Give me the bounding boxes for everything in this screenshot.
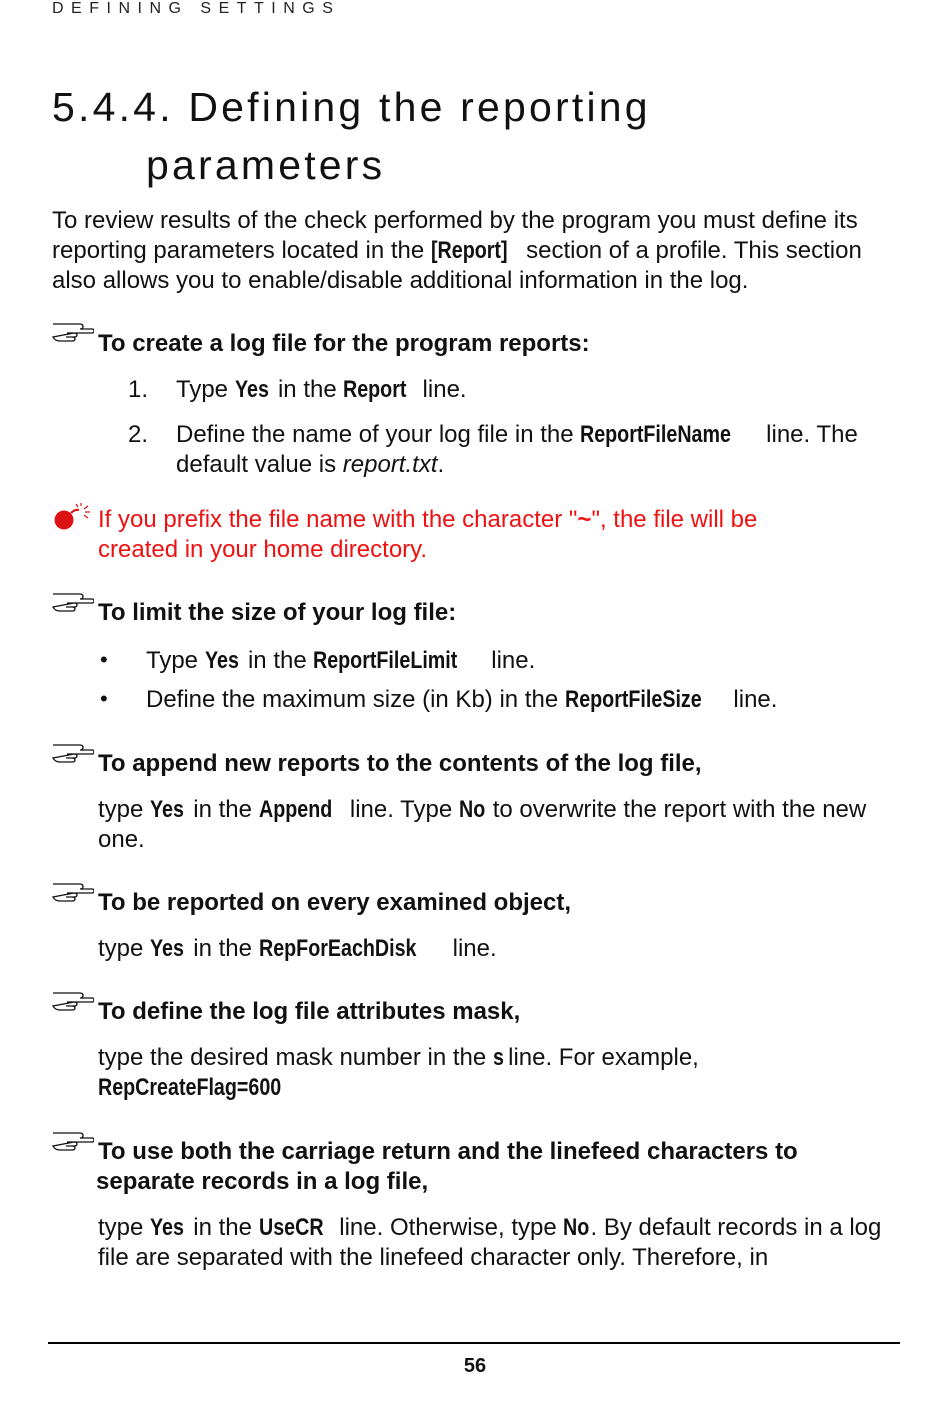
bullet-2-text: Define the maximum size (in Kb) in the ReportFileSize line. bbox=[146, 686, 778, 713]
keyword-yes: Yes bbox=[234, 376, 269, 403]
procedure-heading-every-object: To be reported on every examined object, bbox=[98, 889, 572, 916]
pointing-hand-icon bbox=[52, 741, 94, 763]
intro-text-1: To review results of the check performed by the program you must define its reporting parameters located in the bbox=[52, 207, 858, 264]
section-title-line1: Defining the reporting bbox=[188, 84, 651, 130]
default-filename: report.txt bbox=[342, 451, 438, 478]
procedure-heading-create-log: To create a log file for the program reports: bbox=[98, 330, 590, 357]
keyword-report: Report bbox=[343, 376, 407, 403]
keyword-yes: Yes bbox=[204, 647, 239, 674]
usecr-instructions: type Yes in the UseCR line. Otherwise, type No. By default records in a log file are separated with the linefeed character only. Therefore, in bbox=[98, 1214, 882, 1271]
keyword-no: No bbox=[458, 796, 486, 823]
keyword-s: s bbox=[492, 1044, 504, 1071]
step-1-text: Type Yes in the Report line. bbox=[176, 376, 467, 403]
append-instructions: type Yes in the Append line. Type No to overwrite the report with the new one. bbox=[98, 796, 867, 853]
page-number: 56 bbox=[463, 1355, 487, 1377]
pointing-hand-icon bbox=[52, 880, 94, 902]
procedure-heading-usecr-line1: To use both the carriage return and the linefeed characters to bbox=[98, 1138, 798, 1165]
procedure-heading-limit-size: To limit the size of your log file: bbox=[98, 599, 457, 626]
section-title bbox=[52, 78, 651, 194]
bullet-2: • bbox=[100, 686, 108, 711]
note-home-directory: If you prefix the file name with the character "~", the file will be created in your home directory. bbox=[98, 506, 758, 563]
step-number-1: 1. bbox=[128, 376, 149, 403]
tilde-character: ~ bbox=[577, 506, 592, 533]
keyword-append: Append bbox=[258, 796, 332, 823]
footer-divider bbox=[48, 1342, 900, 1344]
keyword-usecr: UseCR bbox=[258, 1214, 324, 1241]
bomb-icon bbox=[52, 503, 96, 531]
bullet-1-text: Type Yes in the ReportFileLimit line. bbox=[146, 647, 536, 674]
section-number: 5.4.4. bbox=[52, 84, 174, 130]
intro-text-2: section of a profile. This section also allows you to enable/disable additional information in the log. bbox=[52, 237, 862, 294]
pointing-hand-icon bbox=[52, 590, 94, 612]
step-number-2: 2. bbox=[128, 421, 149, 448]
procedure-heading-append: To append new reports to the contents of the log file, bbox=[98, 750, 702, 777]
keyword-repforeachdisk: RepForEachDisk bbox=[258, 935, 417, 962]
keyword-reportfilename: ReportFileName bbox=[580, 421, 732, 448]
bullet-1: • bbox=[100, 647, 108, 672]
keyword-reportfilelimit: ReportFileLimit bbox=[313, 647, 458, 674]
pointing-hand-icon bbox=[52, 1129, 94, 1151]
step-2-text: Define the name of your log file in the ReportFileName line. The default value is report.txt. bbox=[176, 421, 858, 478]
every-object-instructions: type Yes in the RepForEachDisk line. bbox=[98, 935, 497, 962]
procedure-heading-attributes-mask: To define the log file attributes mask, bbox=[98, 998, 521, 1025]
pointing-hand-icon bbox=[52, 989, 94, 1011]
keyword-yes: Yes bbox=[150, 1214, 184, 1241]
intro-paragraph bbox=[52, 206, 902, 296]
example-repcreateflag: RepCreateFlag=600 bbox=[98, 1074, 282, 1101]
procedure-heading-usecr-line2: separate records in a log file, bbox=[96, 1168, 429, 1195]
keyword-no: No bbox=[563, 1214, 590, 1241]
section-title-line2: parameters bbox=[146, 142, 386, 188]
running-header: DEFINING SETTINGS bbox=[52, 0, 341, 17]
keyword-reportfilesize: ReportFileSize bbox=[564, 686, 702, 713]
attributes-mask-instructions: type the desired mask number in the s line. For example, RepCreateFlag=600 bbox=[98, 1044, 699, 1101]
keyword-yes: Yes bbox=[150, 935, 184, 962]
keyword-yes: Yes bbox=[150, 796, 184, 823]
pointing-hand-icon bbox=[52, 320, 94, 342]
keyword-report-section: [Report] bbox=[430, 237, 508, 264]
